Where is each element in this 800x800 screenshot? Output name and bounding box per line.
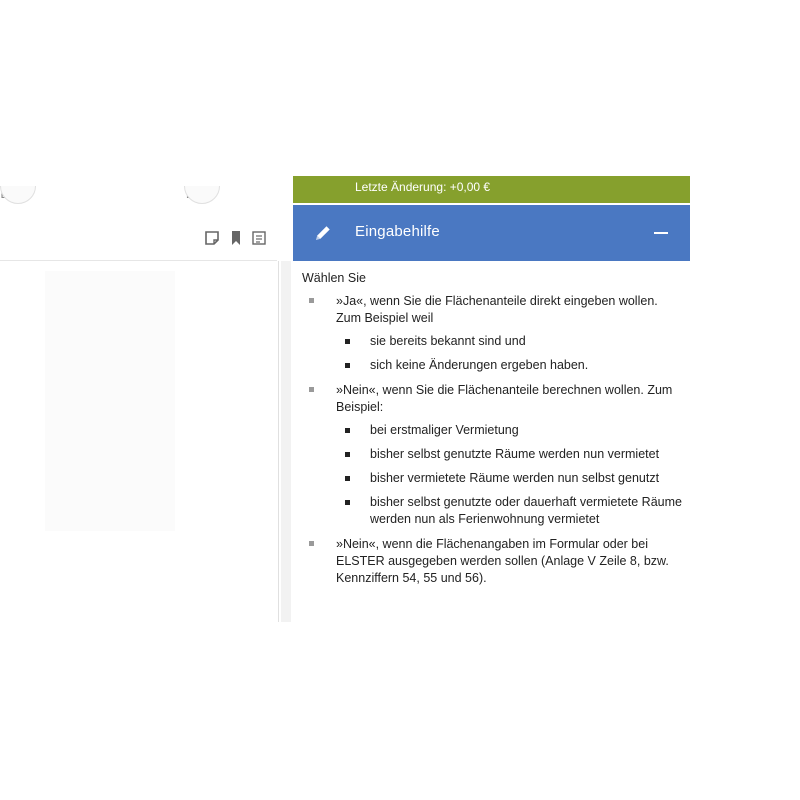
step-circle-icon <box>184 168 220 204</box>
last-change-text: Letzte Änderung: +0,00 € <box>355 180 491 194</box>
item-text: »Ja«, wenn Sie die Flächenanteile direkt eingeben wollen. Zum Beispiel weil <box>336 294 658 325</box>
sub-list <box>336 333 682 374</box>
scrollbar[interactable] <box>281 261 291 622</box>
note-icon[interactable] <box>204 230 220 246</box>
sub-list-item: bisher selbst genutzte oder dauerhaft vermietete Räume werden nun als Ferienwohnung vermietet <box>336 494 682 528</box>
sub-list-item: sie bereits bekannt sind und <box>336 333 682 350</box>
form-area <box>0 261 277 621</box>
help-title: Eingabehilfe <box>355 223 440 240</box>
help-header[interactable] <box>293 205 690 261</box>
help-content <box>302 270 682 622</box>
help-intro: Wählen Sie <box>302 271 366 285</box>
item-text: »Nein«, wenn die Flächenangaben im Formular oder bei ELSTER ausgegeben werden sollen (Anlage V Zeile 8, bzw. Kennziffern 54, 55 und 56). <box>336 537 669 585</box>
sub-list-item: bisher vermietete Räume werden nun selbst genutzt <box>336 470 682 487</box>
sub-list-item: sich keine Änderungen ergeben haben. <box>336 357 682 374</box>
list-item <box>302 293 682 374</box>
step-circle-icon <box>0 168 36 204</box>
sub-list-item: bei erstmaliger Vermietung <box>336 422 682 439</box>
pencil-icon <box>313 223 333 248</box>
form-placeholder <box>45 271 175 531</box>
collapse-icon[interactable] <box>654 232 668 234</box>
status-bar <box>293 176 690 203</box>
sub-list <box>336 422 682 528</box>
list-item <box>302 536 682 587</box>
help-list <box>302 293 682 587</box>
item-text: »Nein«, wenn Sie die Flächenanteile berechnen wollen. Zum Beispiel: <box>336 383 673 414</box>
list-icon[interactable] <box>251 230 267 246</box>
step-elster[interactable] <box>0 186 42 201</box>
left-toolbar <box>0 220 277 261</box>
bookmark-icon[interactable] <box>228 230 244 246</box>
step-ende[interactable] <box>176 186 226 201</box>
list-item <box>302 382 682 528</box>
sub-list-item: bisher selbst genutzte Räume werden nun vermietet <box>336 446 682 463</box>
panel-divider <box>278 261 279 622</box>
